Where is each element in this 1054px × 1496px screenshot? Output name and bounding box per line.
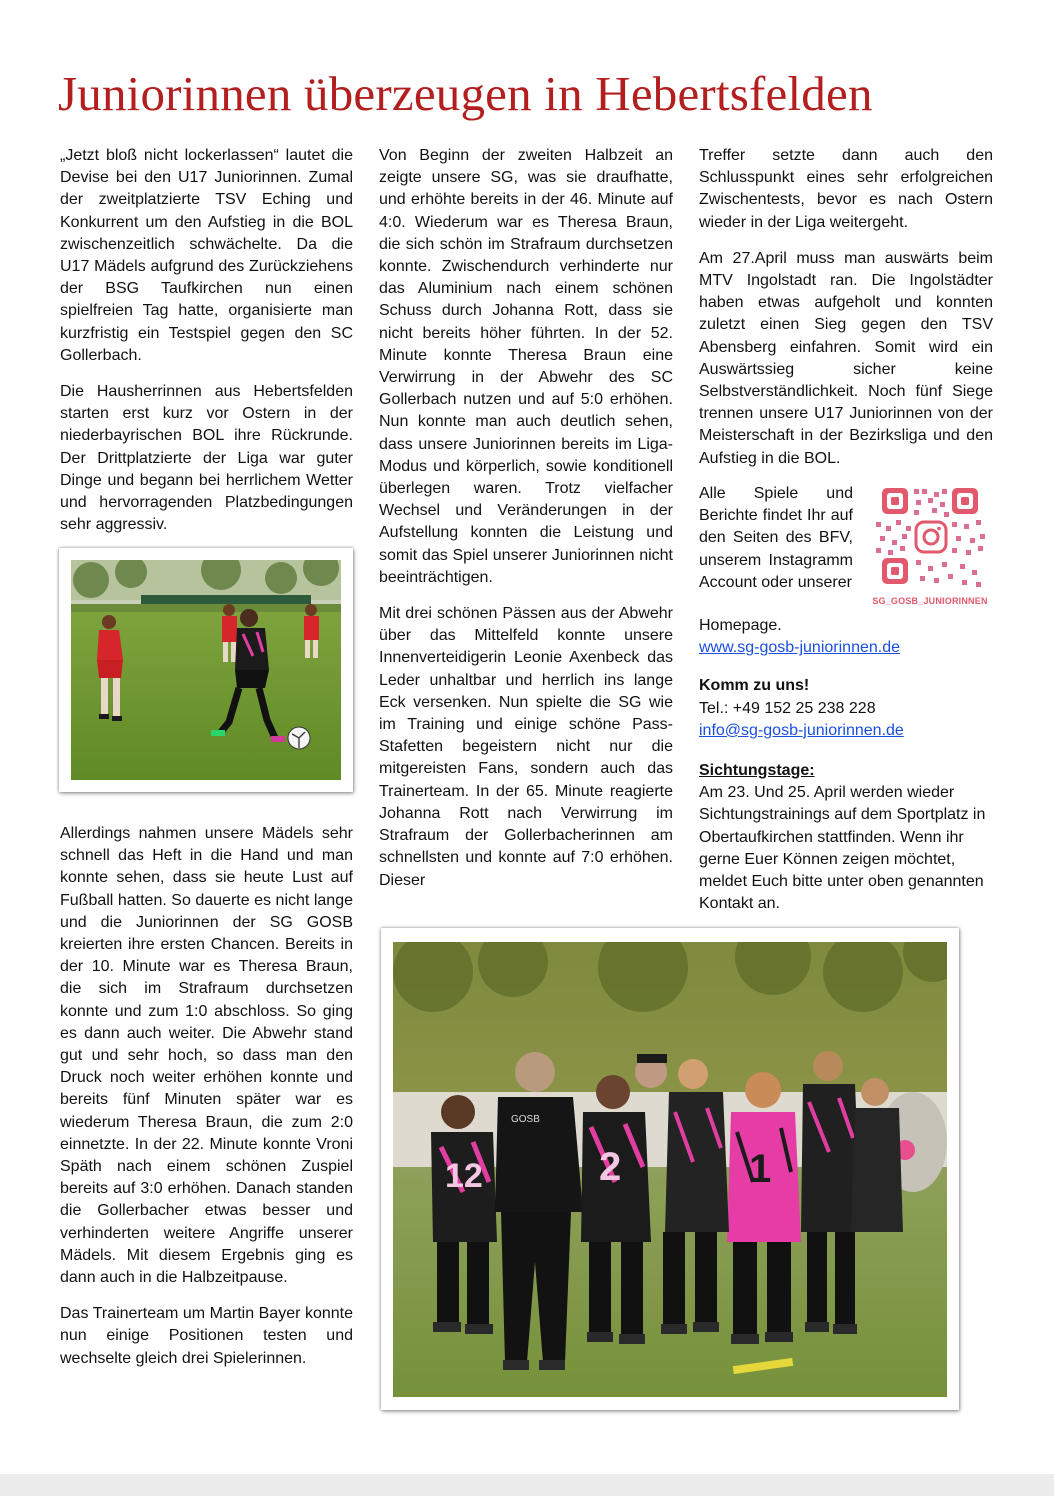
paragraph: Mit drei schönen Pässen aus der Abwehr über das Mittelfeld konnte unsere Innenverteidigerin Leonie Axenbeck das Leder unhaltbar und herrlich ins lange Eck versenken. Nun spielte die SG wie im Training und einige schöne Pass-Stafetten begeistern nicht nur die mitgereisten Fans, sondern auch das Trainerteam. In der 65. Minute reagierte Johanna Rott nach Verwirrung im Strafraum der Gollerbacherinnen am schnellsten und konnte auf 7:0 erhöhen. Dieser bbox=[379, 605, 673, 889]
jersey-number: 12 bbox=[445, 1157, 483, 1195]
phone-number: Tel.: +49 152 25 238 228 bbox=[699, 699, 876, 717]
match-action-image bbox=[71, 560, 341, 780]
shirt-text: GOSB bbox=[511, 1114, 540, 1125]
qr-code-image bbox=[872, 486, 988, 594]
paragraph: Alle Spiele und Berichte findet Ihr auf den Seiten des BFV, unserem Instagramm Account oder unserer bbox=[699, 485, 853, 591]
team-huddle-image bbox=[393, 942, 947, 1397]
contact-block bbox=[699, 615, 993, 915]
match-action-photo bbox=[59, 548, 353, 792]
team-huddle-photo bbox=[381, 928, 959, 1410]
homepage-link[interactable]: www.sg-gosb-juniorinnen.de bbox=[699, 639, 900, 657]
instagram-qr-code[interactable] bbox=[872, 486, 988, 612]
email-link[interactable]: info@sg-gosb-juniorinnen.de bbox=[699, 721, 904, 739]
paragraph: „Jetzt bloß nicht lockerlassen“ lautet die Devise bei den U17 Juniorinnen. Zumal der zweitplatzierte TSV Eching und Konkurrent um den Aufstieg in die BOL zwischenzeitlich schwächelte. Da die U17 Mädels aufgrund des Zurückziehens der BSG Taufkirchen nun einen spielfreien Tag hatte, organisierte man kurzfristig ein Testspiel gegen den SC Gollerbach. bbox=[60, 147, 353, 364]
jersey-number: 1 bbox=[749, 1147, 772, 1191]
instagram-icon bbox=[916, 522, 946, 552]
paragraph: Das Trainerteam um Martin Bayer konnte nun einige Positionen testen und wechselte gleich drei Spielerinnen. bbox=[60, 1305, 353, 1367]
tryouts-heading: Sichtungstage: bbox=[699, 762, 815, 780]
homepage-text: Homepage. bbox=[699, 617, 782, 634]
column-1-top bbox=[60, 145, 353, 550]
paragraph: Allerdings nahmen unsere Mädels sehr schnell das Heft in die Hand und man konnte sehen, dass sie heute Lust auf Fußball hatten. So dauerte es nicht lange und die Juniorinnen der SG GOSB kreierten ihre ersten Chancen. Bereits in der 10. Minute war es Theresa Braun, die sich im Strafraum durchsetzen konnte und zum 1:0 abschloss. So ging es dann auch weiter. Die Abwehr stand gut und sehr hoch, so dass man den Druck noch weiter erhöhen konnte und bereits fünf Minuten später war es wiederum Theresa Braun, die zum 2:0 einnetzte. In der 22. Minute konnte Vroni Späth nach einem schönen Zuspiel bereits auf 3:0 erhöhen. Danach standen die Gollerbacher etwas besser und verhinderten weitere Angriffe unserer Mädels. Mit diesem Ergebnis ging es dann auch in die Halbzeitpause. bbox=[60, 825, 353, 1287]
tryouts-text: Am 23. Und 25. April werden wieder Sichtungstrainings auf dem Sportplatz in Obertaufkirchen stattfinden. Wenn ihr gerne Euer Können zeigen möchtet, meldet Euch bitte unter oben genannten Kontakt an. bbox=[699, 784, 986, 913]
paragraph: Treffer setzte dann auch den Schlusspunkt eines sehr erfolgreichen Zwischentests, bevor es nach Ostern wieder in der Liga weitergeht. bbox=[699, 147, 993, 231]
page-bottom-edge bbox=[0, 1474, 1054, 1496]
social-info bbox=[699, 483, 853, 594]
paragraph: Die Hausherrinnen aus Hebertsfelden starten erst kurz vor Ostern in der niederbayrischen BOL ihre Rückrunde. Der Drittplatzierte der Liga war guter Dinge und begann bei herrlichem Wetter und hervorragenden Platzbedingungen sehr aggressiv. bbox=[60, 383, 353, 534]
paragraph: Von Beginn der zweiten Halbzeit an zeigte unsere SG, was sie draufhatte, und erhöhte bereits in der 46. Minute auf 4:0. Wiederum war es Theresa Braun, die sich schön im Strafraum durchsetzen konnte. Zwischendurch verhinderte nur das Aluminium nach einem schönen Schuss durch Johanna Rott, dass sie nicht bereits höher führten. In der 52. Minute konnte Theresa Braun eine Verwirrung in der Abwehr des SC Gollerbach nutzen und auf 5:0 erhöhen. Nun konnte man auch deutlich sehen, dass unsere Juniorinnen bereits im Liga-Modus und körperlich, sowie konditionell überlegen waren. Trotz vielfacher Wechsel und Veränderungen in der Aufstellung konnten die Leistung und somit das Spiel unserer Juniorinnen nicht beeinträchtigen. bbox=[379, 147, 673, 586]
column-1-bottom bbox=[60, 823, 353, 1384]
column-2 bbox=[379, 145, 673, 906]
article-title: Juniorinnen überzeugen in Hebertsfelden bbox=[58, 66, 873, 121]
qr-code-label: SG_GOSB_JUNIORINNEN bbox=[872, 596, 988, 606]
column-3-top bbox=[699, 145, 993, 484]
paragraph: Am 27.April muss man auswärts beim MTV Ingolstadt ran. Die Ingolstädter haben etwas aufgeholt und konnten zuletzt einen Sieg gegen den TSV Abensberg einfahren. Somit wird ein Auswärtssieg sicher keine Selbstverständlichkeit. Noch fünf Siege trennen unsere U17 Juniorinnen von der Meisterschaft in der Bezirksliga und den Aufstieg in die BOL. bbox=[699, 249, 993, 467]
contact-heading: Komm zu uns! bbox=[699, 677, 810, 695]
jersey-number: 2 bbox=[599, 1145, 622, 1189]
